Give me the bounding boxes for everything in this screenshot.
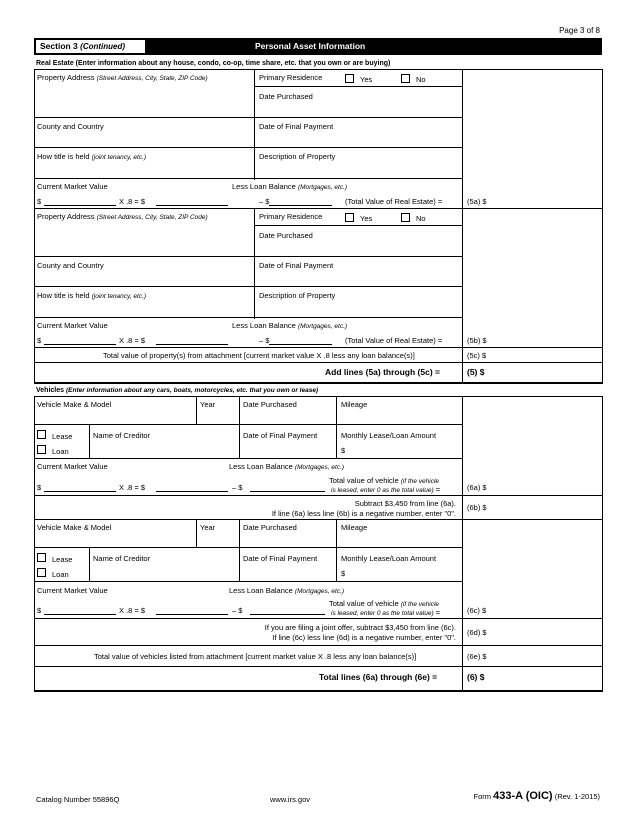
total-value-real-estate-label-1: (Total Value of Real Estate) = (345, 197, 443, 206)
current-market-value-label-2: Current Market Value (37, 321, 108, 330)
lease-checkbox-1[interactable] (37, 430, 46, 439)
property-address-label-2: Property Address (Street Address, City, State, ZIP Code) (37, 212, 208, 221)
description-label-1: Description of Property (259, 152, 336, 161)
monthly-amount-label-2: Monthly Lease/Loan Amount (341, 554, 437, 563)
primary-residence-yes-checkbox-1[interactable] (345, 74, 354, 83)
line-5-label: (5) $ (467, 367, 485, 377)
date-purchased-label-1: Date Purchased (259, 92, 313, 101)
attachment-vehicles-text: Total value of vehicles listed from attachment [current market value X .8 less any loan balance(s)] (94, 652, 417, 661)
description-label-2: Description of Property (259, 291, 336, 300)
less-loan-balance-label-v2: Less Loan Balance (Mortgages, etc.) (229, 586, 345, 595)
current-market-value-label-v2: Current Market Value (37, 586, 108, 595)
total-vehicle-hint-1: is leased, enter 0 as the total value) = (331, 485, 441, 494)
line-6-label: (6) $ (467, 672, 485, 682)
form-id: Form 433-A (OIC) (Rev. 1-2015) (473, 790, 600, 802)
vehicle-market-value-field-2[interactable] (44, 614, 116, 615)
line-6a-label: (6a) $ (467, 483, 487, 492)
real-estate-heading: Real Estate (Enter information about any house, condo, co-op, time share, etc. that you own or are buying) (36, 60, 391, 67)
total-vehicle-label-2: Total value of vehicle (if the vehicle (329, 599, 440, 608)
date-final-payment-label-1: Date of Final Payment (259, 122, 334, 131)
line-6c-label: (6c) $ (467, 606, 487, 615)
county-country-label-2: County and Country (37, 261, 104, 270)
line-5a-label: (5a) $ (467, 197, 487, 206)
primary-residence-yes-checkbox-2[interactable] (345, 213, 354, 222)
dollar-sign: $ (341, 446, 346, 455)
date-purchased-label-v2: Date Purchased (243, 523, 297, 532)
subtract-6c-line1: If you are filing a joint offer, subtract $3,450 from line (6c). (264, 623, 456, 632)
dollar-sign: $ (37, 336, 42, 345)
county-country-label-1: County and Country (37, 122, 104, 131)
minus-dollar: – $ (259, 197, 270, 206)
yes-label: Yes (360, 75, 373, 84)
name-creditor-label-2: Name of Creditor (93, 554, 151, 563)
subtract-6c-line2: If line (6c) less line (6d) is a negative number, enter "0". (272, 633, 456, 642)
primary-residence-label-1: Primary Residence (259, 73, 323, 82)
no-label: No (416, 214, 426, 223)
minus-dollar: – $ (259, 336, 270, 345)
total-lines-6-label: Total lines (6a) through (6e) = (319, 672, 438, 682)
vehicle-loan-field-1[interactable] (250, 491, 325, 492)
how-title-held-label-2: How title is held (joint tenancy, etc.) (37, 291, 147, 300)
current-market-value-label-1: Current Market Value (37, 182, 108, 191)
dollar-sign: $ (37, 197, 42, 206)
add-lines-5-label: Add lines (5a) through (5c) = (325, 367, 440, 377)
subtract-6a-line2: If line (6a) less line (6b) is a negative number, enter "0". (271, 509, 456, 518)
loan-checkbox-1[interactable] (37, 445, 46, 454)
line-5c-label: (5c) $ (467, 351, 487, 360)
loan-label: Loan (52, 447, 69, 456)
loan-label: Loan (52, 570, 69, 579)
date-final-payment-label-v2: Date of Final Payment (243, 554, 318, 563)
total-value-real-estate-label-2: (Total Value of Real Estate) = (345, 336, 443, 345)
line-5b-label: (5b) $ (467, 336, 487, 345)
less-loan-balance-label-2: Less Loan Balance (Mortgages, etc.) (232, 321, 348, 330)
dollar-sign: $ (341, 569, 346, 578)
minus-dollar: – $ (232, 606, 243, 615)
minus-dollar: – $ (232, 483, 243, 492)
name-creditor-label-1: Name of Creditor (93, 431, 151, 440)
section-label: Section 3 (Continued) (40, 41, 126, 51)
vehicle-adjusted-field-1[interactable] (156, 491, 228, 492)
times-point-eight: X .8 = $ (119, 606, 146, 615)
total-vehicle-label-1: Total value of vehicle (if the vehicle (329, 476, 440, 485)
adjusted-value-field-2[interactable] (156, 344, 228, 345)
primary-residence-no-checkbox-1[interactable] (401, 74, 410, 83)
less-loan-balance-label-v1: Less Loan Balance (Mortgages, etc.) (229, 462, 345, 471)
vehicle-make-model-label-2: Vehicle Make & Model (37, 523, 112, 532)
vehicle-market-value-field-1[interactable] (44, 491, 116, 492)
market-value-field-2[interactable] (44, 344, 116, 345)
line-6b-label: (6b) $ (467, 503, 487, 512)
year-label-2: Year (200, 523, 216, 532)
lease-label: Lease (52, 432, 73, 441)
loan-balance-field-1[interactable] (269, 205, 332, 206)
year-label-1: Year (200, 400, 216, 409)
section-title: Personal Asset Information (255, 41, 366, 51)
no-label: No (416, 75, 426, 84)
primary-residence-no-checkbox-2[interactable] (401, 213, 410, 222)
loan-checkbox-2[interactable] (37, 568, 46, 577)
total-vehicle-hint-2: is leased, enter 0 as the total value) = (331, 608, 441, 617)
attachment-property-text: Total value of property(s) from attachment [current market value X .8 less any loan balance(s)] (103, 351, 415, 360)
primary-residence-label-2: Primary Residence (259, 212, 323, 221)
yes-label: Yes (360, 214, 373, 223)
catalog-number: Catalog Number 55896Q (36, 795, 120, 804)
vehicle-make-model-label-1: Vehicle Make & Model (37, 400, 112, 409)
mileage-label-1: Mileage (341, 400, 368, 409)
date-final-payment-label-v1: Date of Final Payment (243, 431, 318, 440)
property-address-label-1: Property Address (Street Address, City, State, ZIP Code) (37, 73, 208, 82)
adjusted-value-field-1[interactable] (156, 205, 228, 206)
how-title-held-label-1: How title is held (joint tenancy, etc.) (37, 152, 147, 161)
lease-checkbox-2[interactable] (37, 553, 46, 562)
vehicle-loan-field-2[interactable] (250, 614, 325, 615)
loan-balance-field-2[interactable] (269, 344, 332, 345)
less-loan-balance-label-1: Less Loan Balance (Mortgages, etc.) (232, 182, 348, 191)
website: www.irs.gov (270, 795, 311, 804)
date-final-payment-label-2: Date of Final Payment (259, 261, 334, 270)
current-market-value-label-v1: Current Market Value (37, 462, 108, 471)
times-point-eight: X .8 = $ (119, 483, 146, 492)
times-point-eight: X .8 = $ (119, 336, 146, 345)
line-6e-label: (6e) $ (467, 652, 487, 661)
line-6d-label: (6d) $ (467, 628, 487, 637)
vehicles-heading: Vehicles (Enter information about any cars, boats, motorcycles, etc. that you own or lease) (36, 387, 319, 394)
date-purchased-label-v1: Date Purchased (243, 400, 297, 409)
times-point-eight: X .8 = $ (119, 197, 146, 206)
dollar-sign: $ (37, 483, 42, 492)
lease-label: Lease (52, 555, 73, 564)
mileage-label-2: Mileage (341, 523, 368, 532)
subtract-6a-line1: Subtract $3,450 from line (6a). (354, 499, 456, 508)
monthly-amount-label-1: Monthly Lease/Loan Amount (341, 431, 437, 440)
vehicle-adjusted-field-2[interactable] (156, 614, 228, 615)
dollar-sign: $ (37, 606, 42, 615)
page-number: Page 3 of 8 (559, 26, 600, 35)
date-purchased-label-2: Date Purchased (259, 231, 313, 240)
market-value-field-1[interactable] (44, 205, 116, 206)
